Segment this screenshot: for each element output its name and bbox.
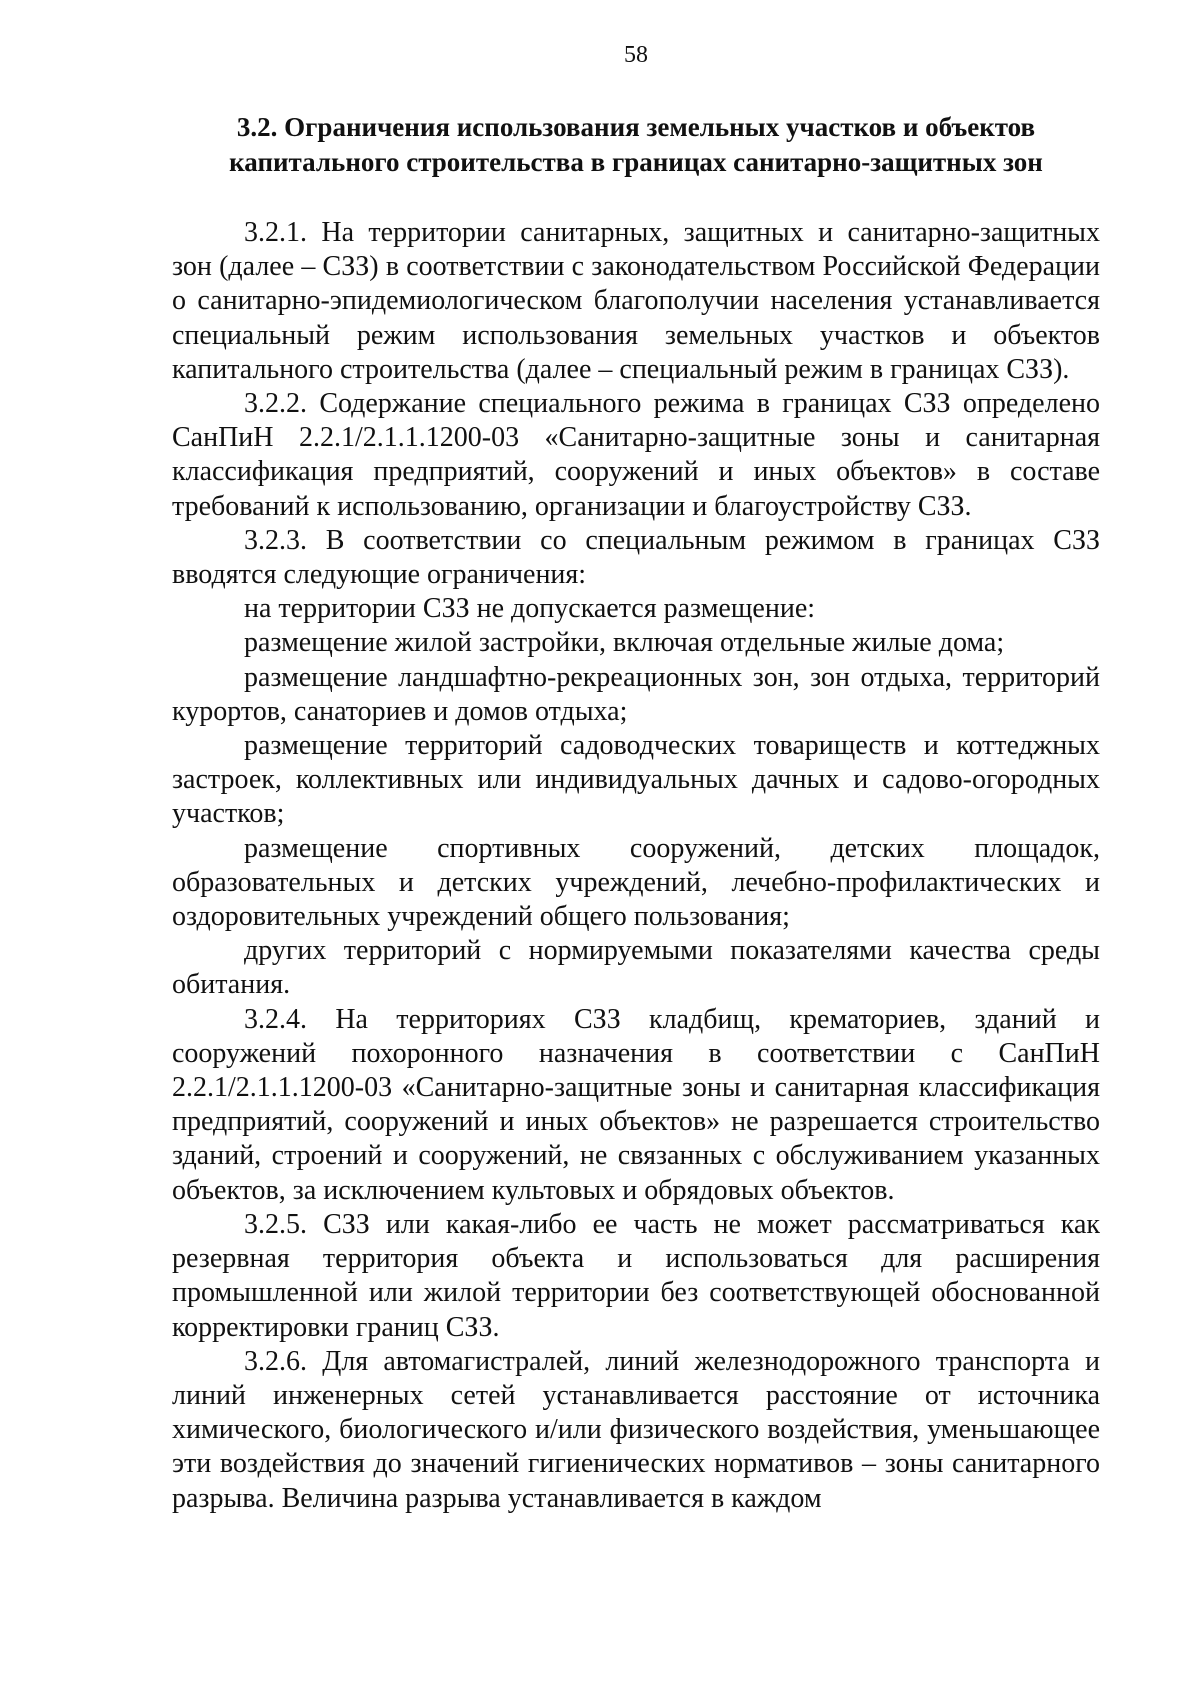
restriction-item-residential: размещение жилой застройки, включая отдельные жилые дома;	[244, 627, 1005, 659]
restriction-item-sports-education: размещение спортивных сооружений, детских площадок, образовательных и детских учреждений, лечебно-профилактических и оздоровительных учреждений общего пользования;	[172, 832, 1100, 933]
restriction-item-other: других территорий с нормируемыми показателями качества среды обитания.	[172, 935, 1100, 1001]
document-page	[172, 40, 1100, 1516]
paragraph-3-2-3: 3.2.3. В соответствии со специальным режимом в границах СЗЗ вводятся следующие ограничения:	[172, 524, 1100, 591]
paragraph-3-2-2: 3.2.2. Содержание специального режима в границах СЗЗ определено СанПиН 2.2.1/2.1.1.1200-03 «Санитарно-защитные зоны и санитарная классификация предприятий, сооружений и иных объектов» в составе требований к использованию, организации и благоустройству СЗЗ.	[172, 388, 1100, 522]
restriction-item-garden-plots: размещение территорий садоводческих товариществ и коттеджных застроек, коллективных или индивидуальных дачных и садово-огородных участков;	[172, 730, 1100, 830]
section-title	[172, 110, 1100, 180]
paragraph-3-2-6: 3.2.6. Для автомагистралей, линий железнодорожного транспорта и линий инженерных сетей устанавливается расстояние от источника химического, биологического и/или физического воздействия, уменьшающее эти воздействия до значений гигиенических нормативов – зоны санитарного разрыва. Величина разрыва устанавливается в каждом	[172, 1345, 1100, 1514]
paragraph-3-2-1: 3.2.1. На территории санитарных, защитных и санитарно-защитных зон (далее – СЗЗ) в соответствии с законодательством Российской Федерации о санитарно-эпидемиологическом благополучии населения устанавливается специальный режим использования земельных участков и объектов капитального строительства (далее – специальный режим в границах СЗЗ).	[172, 217, 1100, 385]
section-title-line-1: 3.2. Ограничения использования земельных участков и объектов	[236, 112, 1036, 142]
section-title-line-2: капитального строительства в границах санитарно-защитных зон	[229, 147, 1043, 177]
page-number: 58	[624, 42, 648, 68]
paragraph-3-2-4: 3.2.4. На территориях СЗЗ кладбищ, крематориев, зданий и сооружений похоронного назначения в соответствии с СанПиН 2.2.1/2.1.1.1200-03 «Санитарно-защитные зоны и санитарная классификация предприятий, сооружений и иных объектов» не разрешается строительство зданий, строений и сооружений, не связанных с обслуживанием указанных объектов, за исключением культовых и обрядовых объектов.	[172, 1003, 1100, 1206]
restriction-item-recreational: размещение ландшафтно-рекреационных зон, зон отдыха, территорий курортов, санаториев и домов отдыха;	[172, 661, 1100, 727]
paragraph-3-2-5: 3.2.5. СЗЗ или какая-либо ее часть не может рассматриваться как резервная территория объекта и использоваться для расширения промышленной или жилой территории без соответствующей обоснованной корректировки границ СЗЗ.	[172, 1208, 1100, 1343]
restriction-intro: на территории СЗЗ не допускается размещение:	[244, 593, 816, 625]
